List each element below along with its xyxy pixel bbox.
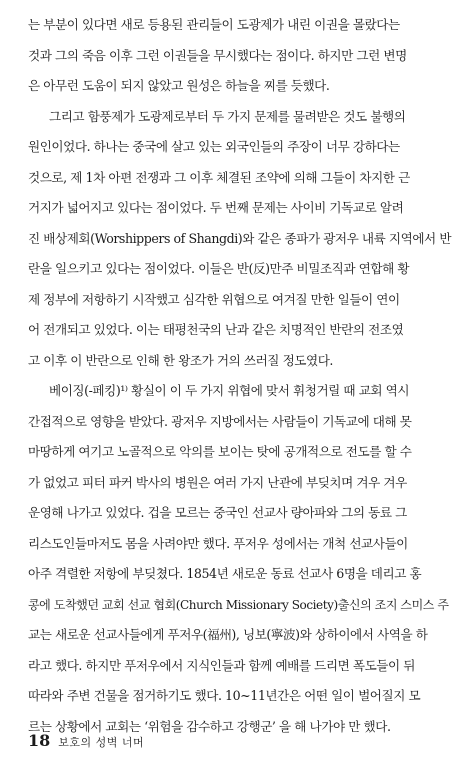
- text-line: 어 전개되고 있었다. 이는 태평천국의 난과 같은 치명적인 반란의 전조였: [28, 322, 404, 337]
- text-line: 교는 새로운 선교사들에게 푸저우(福州), 닝보(寧波)와 상하이에서 사역을 하: [28, 627, 428, 642]
- text-line: 베이징(-페킹)¹⁾ 황실이 이 두 가지 위협에 맞서 휘청거릴 때 교회 역시: [49, 383, 410, 398]
- text-line: 는 부분이 있다면 새로 등용된 관리들이 도광제가 내린 이권을 몰랐다는: [28, 17, 400, 32]
- text-line: 진 배상제회(Worshippers of Shangdi)와 같은 종파가 광저우 내륙 지역에서 반: [28, 230, 452, 246]
- text-line: 리스도인들마저도 몸을 사려야만 했다. 푸저우 성에서는 개척 선교사들이: [28, 535, 408, 551]
- text-line: 아주 격렬한 저항에 부딪쳤다. 1854년 새로운 동료 선교사 6명을 데리고 홍: [28, 566, 422, 581]
- text-line: 은 아무런 도움이 되지 않았고 원성은 하늘을 찌를 듯했다.: [28, 78, 330, 93]
- text-line: 것으로, 제 1차 아편 전쟁과 그 이후 체결된 조약에 의해 그들이 차지한 근: [28, 169, 410, 185]
- page-footer: [28, 731, 144, 750]
- paragraph-continuation: [28, 10, 452, 102]
- text-line: 란을 일으키고 있다는 점이었다. 이들은 반(反)만주 비밀조직과 연합해 황: [28, 261, 410, 276]
- text-line: 제 정부에 저항하기 시작했고 심각한 위협으로 여겨질 만한 일들이 연이: [28, 291, 400, 307]
- text-line: 그리고 함풍제가 도광제로부터 두 가지 문제를 물려받은 것도 불행의: [49, 108, 406, 124]
- paragraph-beijing-church: [28, 376, 452, 742]
- text-line: 따라와 주변 건물을 점거하기도 했다. 10~11년간은 어떤 일이 벌어질지 모: [28, 688, 421, 703]
- running-book-title: 보호의 성벽 너머: [58, 736, 145, 749]
- text-line: 르는 상황에서 교회는 ‘위험을 감수하고 강행군’ 을 해 나가야 만 했다.: [28, 718, 391, 734]
- page-number: 18: [28, 731, 51, 750]
- text-line: 거지가 넓어지고 있다는 점이었다. 두 번째 문제는 사이비 기독교로 알려: [28, 200, 404, 215]
- text-line: 고 이후 이 반란으로 인해 한 왕조가 거의 쓰러질 정도였다.: [28, 352, 333, 368]
- text-line: 콩에 도착했던 교회 선교 협회(Church Missionary Society)출신의 조지 스미스 주: [28, 597, 449, 612]
- text-line: 원인이었다. 하나는 중국에 살고 있는 외국인들의 주장이 너무 강하다는: [28, 139, 400, 154]
- text-line: 가 없었고 피터 파커 박사의 병원은 여러 가지 난관에 부딪치며 겨우 겨우: [28, 474, 407, 490]
- text-line: 라고 했다. 하지만 푸저우에서 지식인들과 함께 예배를 드리면 폭도들이 뒤: [28, 657, 415, 673]
- text-line: 마땅하게 여기고 노골적으로 악의를 보이는 탓에 공개적으로 전도를 할 수: [28, 444, 412, 459]
- text-line: 운영해 나가고 있었다. 겁을 모르는 중국인 선교사 량아파와 그의 동료 그: [28, 505, 407, 520]
- text-line: 간접적으로 영향을 받았다. 광저우 지방에서는 사람들이 기독교에 대해 못: [28, 413, 412, 429]
- text-line: 것과 그의 죽음 이후 그런 이권들을 무시했다는 점이다. 하지만 그런 변명: [28, 47, 407, 63]
- paragraph-hamfeng-problems: [28, 102, 452, 377]
- book-page-body: [28, 10, 452, 742]
